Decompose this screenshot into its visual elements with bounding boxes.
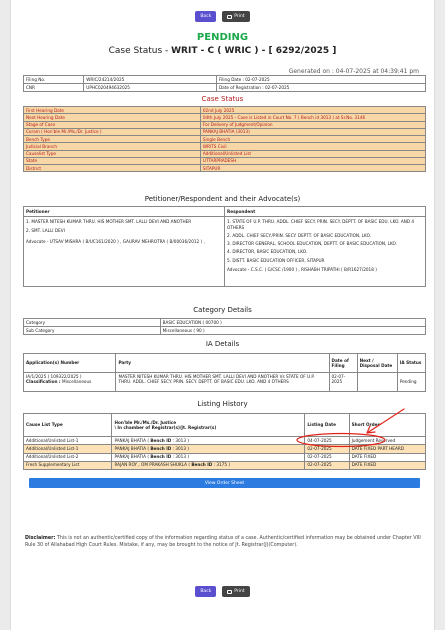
case-status-label: Causelist Type <box>24 150 201 157</box>
case-number: WRIT - C ( WRIC ) - [ 6292/2025 ] <box>171 46 337 56</box>
case-status-value: SITAPUR <box>200 165 425 172</box>
case-status-label: Bench Type <box>24 136 201 143</box>
ia-col-status: IA Status <box>397 354 425 373</box>
case-status-value: PANKAJ BHATIA (3013) <box>200 128 425 135</box>
case-status-table <box>23 106 426 172</box>
ia-col-next: Next / Disposal Date <box>357 354 397 373</box>
print-button[interactable] <box>222 11 249 22</box>
listing-bench-label: Bench ID <box>191 462 213 468</box>
case-status-row <box>24 114 426 121</box>
case-status-heading: Case Status <box>201 95 244 103</box>
case-status-value: Additional/Unlisted List <box>200 150 425 157</box>
listing-row <box>24 437 426 445</box>
ia-party: MASTER NITESH KUMAR THRU. HIS MOTHER SMT. LALLI DEVI AND ANOTHER Vs STATE OF U.P. THRU. ADDL. CHIEF SECY. PRIN. SECY. DEPTT. OF BASIC EDU. LKO. AND 4 OTHERS <box>116 373 329 392</box>
listing-date: 02-07-2025 <box>305 461 349 469</box>
case-status-value: WRITS Civil <box>200 143 425 150</box>
listing-bench-id: : 3013 ) <box>171 445 189 451</box>
listing-judge-name: RAJAN ROY , OM PRAKASH SHUKLA ( <box>114 462 192 468</box>
respondent-5: 5. DISTT. BASIC EDUCATION OFFICER, SITAPUR <box>227 257 325 263</box>
category-heading: Category Details <box>193 306 252 314</box>
filing-no-value: WRIC/24214/2025 <box>84 76 217 84</box>
case-status-row <box>24 150 426 157</box>
ia-next-date <box>357 373 397 392</box>
listing-bench-id: : 3013 ) <box>171 454 189 460</box>
back-button-bottom[interactable]: Back <box>195 586 216 597</box>
listing-bench-label: Bench ID <box>150 454 172 460</box>
listing-type: Fresh Supplementary List <box>24 461 112 469</box>
ia-table <box>23 353 426 392</box>
listing-order: Judgement Reserved <box>349 437 425 445</box>
cnr-label: CNR <box>24 84 84 92</box>
print-label-bottom: Print <box>234 589 245 594</box>
listing-date: 02-07-2025 <box>305 445 349 453</box>
view-order-sheet-button[interactable]: View Order Sheet <box>29 478 420 488</box>
back-button[interactable]: Back <box>195 11 216 22</box>
respondent-cell <box>225 217 426 287</box>
case-status-label: Stage of Case <box>24 121 201 128</box>
registration-date: Date of Registration : 02-07-2025 <box>216 84 425 92</box>
title-prefix: Case Status - <box>108 46 172 56</box>
case-status-row <box>24 128 426 135</box>
case-status-label: First Hearing Date <box>24 107 201 114</box>
case-status-row <box>24 157 426 164</box>
case-status-value: 04th July 2025 - Case is Listed in Court No. 7 ( Bench id 3013 ) at Sr.No. 3146 <box>200 114 425 121</box>
respondent-2: 2. ADDL. CHIEF SECY./PRIN. SECY. DEPTT. OF BASIC EDUCATION, LKO. <box>227 232 372 238</box>
ia-number-cell <box>24 373 116 392</box>
listing-bench-label: Bench ID <box>150 445 172 451</box>
print-button-bottom[interactable] <box>222 586 249 597</box>
lh-col-date: Listing Date <box>305 414 349 437</box>
listing-judge-name: PANKAJ BHATIA ( <box>114 445 151 451</box>
case-status-row <box>24 121 426 128</box>
case-status-page <box>10 0 435 630</box>
respondent-header: Respondent <box>225 207 426 217</box>
printer-icon <box>227 15 232 19</box>
respondent-1: 1. STATE OF U.P. THRU. ADDL. CHIEF SECY. PRIN. SECY. DEPTT. OF BASIC EDU. LKO. AND 4 OTHERS <box>227 219 415 230</box>
listing-order: DATE FIXED PART HEARD <box>349 445 425 453</box>
petitioner-1: 1. MASTER NITESH KUMAR THRU. HIS MOTHER SMT. LALLI DEVI AND ANOTHER <box>26 219 192 225</box>
ia-classification-value: Miscellaneous <box>61 378 92 384</box>
lh-col-type: Cause List Type <box>24 414 112 437</box>
case-status-value: 02nd July 2025 <box>200 107 425 114</box>
filing-table <box>23 75 426 92</box>
category-value: BASIC EDUCATION ( 00700 ) <box>160 319 425 327</box>
lh-col-order: Short Order <box>349 414 425 437</box>
respondent-4: 4. DIRECTOR, BASIC EDUCATION, LKO. <box>227 249 308 255</box>
listing-row <box>24 461 426 469</box>
filing-no-label: Filing No. <box>24 76 84 84</box>
page-title <box>11 46 434 56</box>
petitioner-cell <box>24 217 225 287</box>
petitioner-advocate: Advocate - UTSAV MISHRA ( B/UC161/2020 ) , GAURAV MEHROTRA ( B/00036/2012 ) , <box>26 238 205 244</box>
listing-row <box>24 445 426 453</box>
case-status-row <box>24 136 426 143</box>
category-label: Category <box>24 319 161 327</box>
filing-row <box>24 76 426 84</box>
print-label: Print <box>234 14 245 19</box>
listing-type: Additional/Unlisted List-1 <box>24 445 112 453</box>
listing-judge-name: PANKAJ BHATIA ( <box>114 454 151 460</box>
case-status-value: For Delivery of Judgment/Opinion <box>200 121 425 128</box>
cnr-row <box>24 84 426 92</box>
case-status-value: UTTARPRADESH <box>200 157 425 164</box>
case-status-row <box>24 107 426 114</box>
listing-judge <box>112 437 305 445</box>
ia-col-number: Application(s) Number <box>24 354 116 373</box>
case-status-label: Next Hearing Date <box>24 114 201 121</box>
case-pending-status: PENDING <box>196 32 249 43</box>
disclaimer <box>25 536 421 550</box>
listing-row <box>24 453 426 461</box>
parties-table <box>23 206 426 287</box>
listing-judge <box>112 445 305 453</box>
listing-judge <box>112 453 305 461</box>
case-status-row <box>24 143 426 150</box>
filing-date: Filing Date : 02-07-2025 <box>216 76 425 84</box>
listing-bench-id: : 3175 ) <box>212 462 230 468</box>
listing-order: DATE FIXED <box>349 461 425 469</box>
listing-date: 02-07-2025 <box>305 453 349 461</box>
listing-order: DATE FIXED <box>349 453 425 461</box>
parties-heading: Petitioner/Respondent and their Advocate(s) <box>144 195 301 203</box>
top-button-row <box>11 11 434 22</box>
disclaimer-text: This is not an authentic/certified copy of the information regarding status of a case. Authentic/certified information may be obtained under Chapter VIII Rule 30 of Allahabad High Court Rules. Mistake, if any, may be brought to the notice of Jt. Registrar(J)(Computer). <box>25 536 421 548</box>
ia-row <box>24 373 426 392</box>
respondent-3: 3. DIRECTOR GENERAL, SCHOOL EDUCATION, DEPTT. OF BASIC EDUCATION, LKO. <box>227 241 398 246</box>
listing-type: Additional/Unlisted List-2 <box>24 453 112 461</box>
ia-status: Pending <box>397 373 425 392</box>
listing-judge <box>112 461 305 469</box>
case-status-label: Judicial Branch <box>24 143 201 150</box>
case-status-label: State <box>24 157 201 164</box>
ia-heading: IA Details <box>205 340 240 348</box>
case-status-label: Coram ( Hon'ble Mr./Ms./Dr. Justice ) <box>24 128 201 135</box>
ia-number: IA/1/2025 ( 109322/2025 ) <box>26 373 82 379</box>
listing-judge-name: PANKAJ BHATIA ( <box>114 437 151 443</box>
category-table <box>23 318 426 335</box>
ia-col-filing: Date of Filing <box>329 354 357 373</box>
generated-timestamp: Generated on : 04-07-2025 at 04:39:41 pm <box>288 68 419 75</box>
listing-table <box>23 413 426 470</box>
listing-type: Additional/Unlisted List-1 <box>24 437 112 445</box>
petitioner-header: Petitioner <box>24 207 225 217</box>
printer-icon <box>227 590 232 594</box>
case-status-row <box>24 165 426 172</box>
lh-col-judge: Hon'ble Mr./Ms./Dr. Justice \ In chamber of Registrar(s)/Jt. Registrar(s) <box>112 414 305 437</box>
ia-filing-date: 02-07-2025 <box>329 373 357 392</box>
petitioner-2: 2. SMT. LALLI DEVI <box>26 227 65 233</box>
sub-category-label: Sub Category <box>24 327 161 335</box>
listing-bench-label: Bench ID <box>150 437 172 443</box>
respondent-advocate: Advocate - C.S.C. ( G/CSC /1900 ) , RISHABH TRIPATHI ( B/R1627/2018 ) <box>227 266 377 272</box>
ia-col-party: Party <box>116 354 329 373</box>
listing-bench-id: : 3013 ) <box>171 437 189 443</box>
cnr-value: UPHC020494632025 <box>84 84 217 92</box>
listing-heading: Listing History <box>197 400 248 408</box>
case-status-label: District <box>24 165 201 172</box>
ia-classification <box>26 379 113 384</box>
bottom-button-row <box>11 586 434 597</box>
listing-date: 04-07-2025 <box>305 437 349 445</box>
disclaimer-label: Disclaimer: <box>25 536 56 541</box>
sub-category-value: Miscellaneous ( 90 ) <box>160 327 425 335</box>
ia-classification-label: Classification : <box>26 378 61 384</box>
case-status-value: Single Bench <box>200 136 425 143</box>
